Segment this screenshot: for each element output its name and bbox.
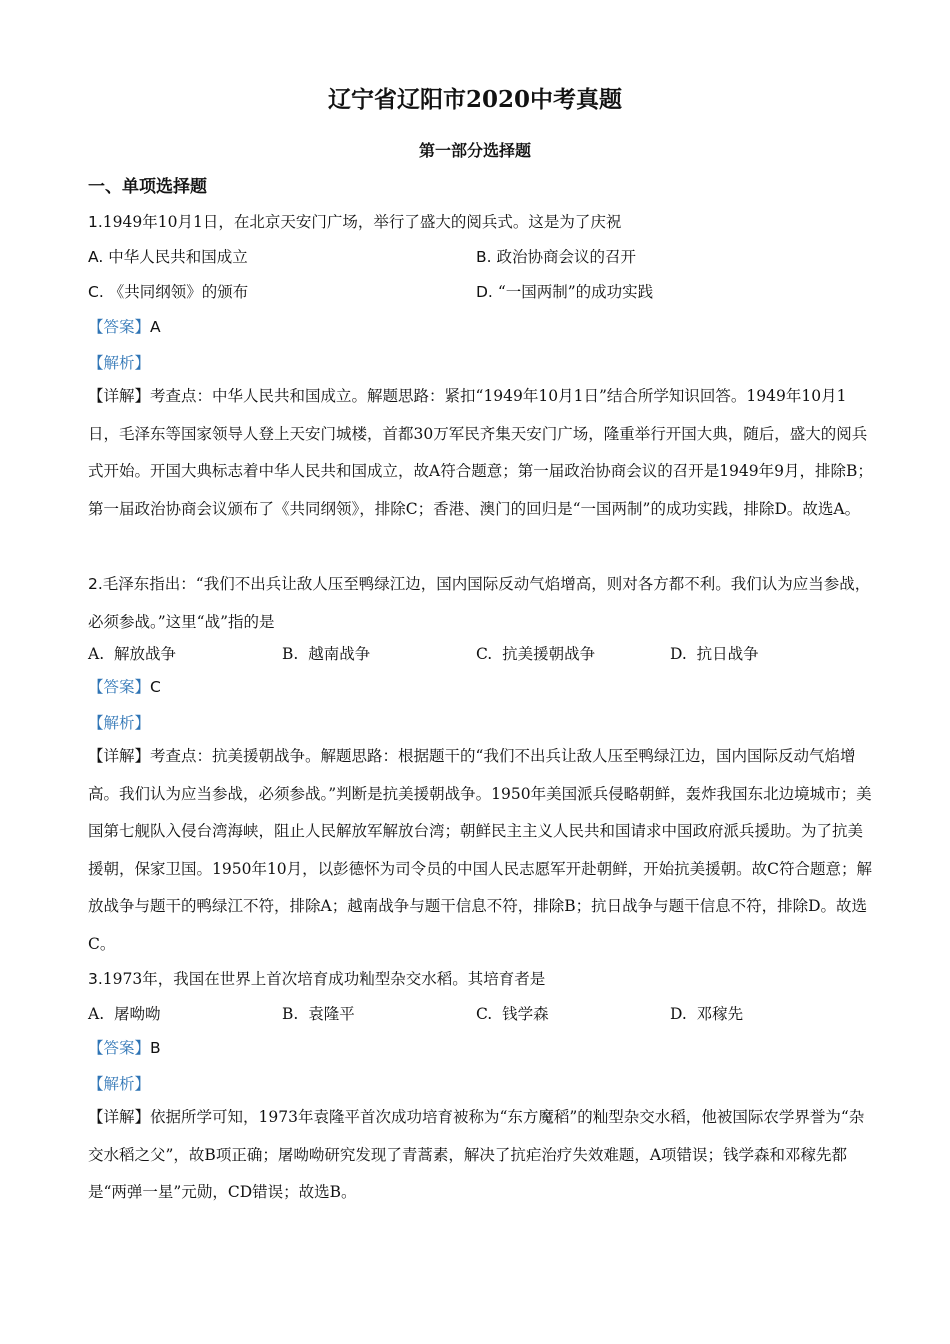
- question-1-analysis: [88, 350, 878, 376]
- option-text: 政治协商会议的召开: [496, 248, 637, 266]
- option-letter: C.: [476, 1005, 493, 1023]
- question-3-analysis: [88, 1071, 878, 1097]
- detail-label: 【详解】: [88, 387, 151, 405]
- option-text: 解放战争: [113, 645, 176, 663]
- question-1-option-a: [88, 244, 248, 270]
- question-text: 1949年10月1日，在北京天安门广场，举行了盛大的阅兵式。这是为了庆祝: [102, 213, 622, 231]
- question-number: 1.: [88, 213, 103, 231]
- detail-text: 考查点：抗美援朝战争。解题思路：根据题干的“我们不出兵让敌人压至鸭绿江边，国内国际反动气焰增高。我们认为应当参战，必须参战。”判断是抗美援朝战争。1950年美国派兵侵略朝鲜，轰炸我国东北边境城市；美国第七舰队入侵台湾海峡，阻止人民解放军解放台湾；朝鲜民主主义人民共和国请求中国政府派兵援助。为了抗美援朝，保家卫国。1950年10月，以彭德怀为司令员的中国人民志愿军开赴朝鲜，开始抗美援朝。故C符合题意；解放战争与题干的鸭绿江不符，排除A；越南战争与题干信息不符，排除B；抗日战争与题干信息不符，排除D。故选C。: [88, 747, 873, 953]
- answer-value: C: [150, 678, 161, 696]
- question-1-option-b: [476, 244, 636, 270]
- question-2-option-c: [476, 641, 595, 667]
- option-text: 越南战争: [308, 645, 371, 663]
- detail-text: 考查点：中华人民共和国成立。解题思路：紧扣“1949年10月1日”结合所学知识回答。1949年10月1日，毛泽东等国家领导人登上天安门城楼，首都30万军民齐集天安门广场，隆重举行开国大典，随后，盛大的阅兵式开始。开国大典标志着中华人民共和国成立，故A符合题意；第一届政治协商会议的召开是1949年9月，排除B；第一届政治协商会议颁布了《共同纲领》，排除C；香港、澳门的回归是“一国两制”的成功实践，排除D。故选A。: [88, 387, 873, 518]
- question-1-answer: [88, 314, 878, 340]
- question-3-detail: [88, 1099, 876, 1212]
- analysis-label: 【解析】: [88, 1075, 151, 1093]
- question-text: 毛泽东指出：“我们不出兵让敌人压至鸭绿江边，国内国际反动气焰增高，则对各方都不利。我们认为应当参战，必须参战。”这里“战”指的是: [88, 575, 871, 631]
- question-1-stem: [88, 209, 878, 235]
- option-letter: C.: [88, 283, 104, 301]
- section-heading: 一、单项选择题: [88, 177, 207, 197]
- answer-value: B: [150, 1039, 161, 1057]
- option-text: 袁隆平: [308, 1005, 355, 1023]
- question-2-answer: [88, 674, 878, 700]
- answer-label: 【答案】: [88, 1039, 151, 1057]
- option-text: 中华人民共和国成立: [108, 248, 248, 266]
- page-subtitle: 第一部分选择题: [418, 141, 531, 160]
- answer-label: 【答案】: [88, 678, 151, 696]
- option-letter: D.: [670, 645, 687, 663]
- option-text: 屠呦呦: [113, 1005, 161, 1023]
- detail-label: 【详解】: [88, 1108, 151, 1126]
- page-title: 辽宁省辽阳市2020中考真题: [327, 86, 622, 113]
- question-text: 1973年，我国在世界上首次培育成功籼型杂交水稻。其培育者是: [102, 970, 546, 988]
- answer-value: A: [150, 318, 161, 336]
- question-2-option-b: [282, 641, 370, 667]
- question-number: 3.: [88, 970, 103, 988]
- question-2-analysis: [88, 710, 878, 736]
- option-letter: D.: [476, 283, 493, 301]
- option-letter: A.: [88, 1005, 105, 1023]
- option-letter: B.: [282, 1005, 299, 1023]
- option-letter: A.: [88, 645, 105, 663]
- question-number: 2.: [88, 575, 103, 593]
- question-3-answer: [88, 1035, 878, 1061]
- question-1-option-c: [88, 279, 248, 305]
- option-letter: D.: [670, 1005, 687, 1023]
- question-3-option-b: [282, 1001, 355, 1027]
- detail-text: 依据所学可知，1973年袁隆平首次成功培育被称为“东方魔稻”的籼型杂交水稻，他被国际农学界誉为“杂交水稻之父”，故B项正确；屠呦呦研究发现了青蒿素，解决了抗疟治疗失效难题，A项错误；钱学森和邓稼先都是“两弹一星”元勋，CD错误；故选B。: [88, 1108, 865, 1201]
- answer-label: 【答案】: [88, 318, 151, 336]
- option-text: 邓稼先: [696, 1005, 744, 1023]
- option-text: “一国两制”的成功实践: [497, 283, 654, 301]
- option-letter: C.: [476, 645, 493, 663]
- option-letter: A.: [88, 248, 104, 266]
- analysis-label: 【解析】: [88, 714, 151, 732]
- option-letter: B.: [282, 645, 299, 663]
- question-3-option-c: [476, 1001, 549, 1027]
- option-text: 抗日战争: [696, 645, 759, 663]
- question-1-option-d: [476, 279, 653, 305]
- option-text: 抗美援朝战争: [502, 645, 596, 663]
- option-text: 钱学森: [502, 1005, 549, 1023]
- question-2-detail: [88, 738, 876, 963]
- question-3-stem: [88, 966, 878, 992]
- question-2-option-a: [88, 641, 176, 667]
- question-3-option-a: [88, 1001, 161, 1027]
- detail-label: 【详解】: [88, 747, 151, 765]
- option-letter: B.: [476, 248, 492, 266]
- analysis-label: 【解析】: [88, 354, 151, 372]
- question-3-option-d: [670, 1001, 743, 1027]
- question-2-stem: [88, 566, 876, 641]
- option-text: 《共同纲领》的颁布: [108, 283, 249, 301]
- question-2-option-d: [670, 641, 759, 667]
- question-1-detail: [88, 378, 876, 528]
